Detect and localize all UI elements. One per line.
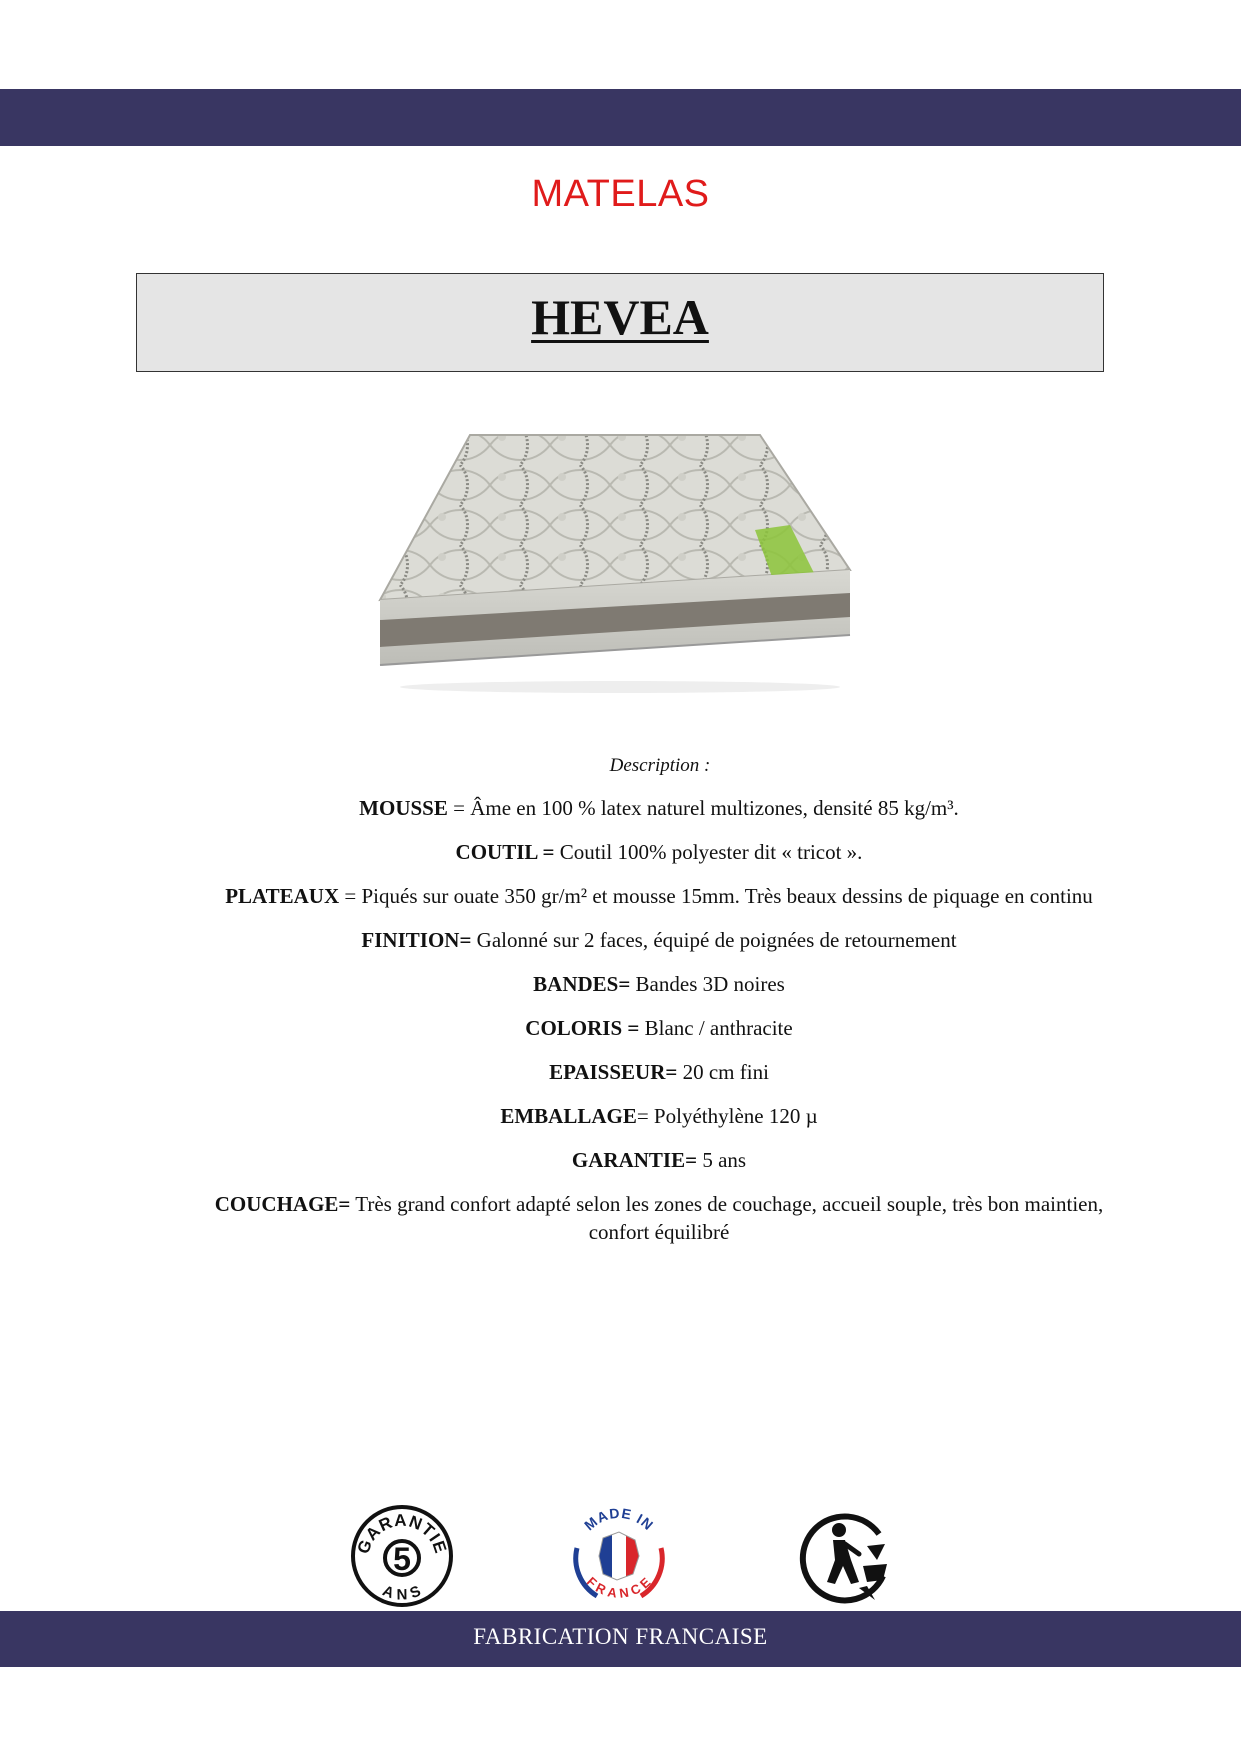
spec-finition [200, 927, 1118, 955]
spec-plateaux [200, 883, 1118, 911]
spec-value: Blanc / anthracite [639, 1016, 793, 1040]
spec-coloris [200, 1015, 1118, 1043]
spec-label: FINITION= [361, 928, 472, 952]
top-header-band [0, 89, 1241, 146]
spec-emballage [200, 1103, 1118, 1131]
spec-label: EPAISSEUR= [549, 1060, 678, 1084]
spec-value: = Âme en 100 % latex naturel multizones, densité 85 kg/m³. [447, 796, 959, 820]
warranty-number: 5 [393, 1541, 411, 1577]
spec-value: = Piqués sur ouate 350 gr/m² et mousse 15mm. Très beaux dessins de piquage en continu [339, 884, 1093, 908]
spec-value: 20 cm fini [677, 1060, 769, 1084]
spec-bandes [200, 971, 1118, 999]
mattress-product-image [370, 425, 860, 715]
footer-text: FABRICATION FRANCAISE [473, 1624, 768, 1649]
spec-value: = Polyéthylène 120 µ [636, 1104, 818, 1128]
footer-band [0, 1611, 1241, 1667]
warranty-top-text: GARANTIE [353, 1510, 451, 1557]
warranty-bottom-text: ANS [379, 1582, 425, 1604]
spec-label: EMBALLAGE [500, 1104, 637, 1128]
spec-label: BANDES= [533, 972, 631, 996]
spec-coutil [200, 839, 1118, 867]
spec-label: COLORIS = [525, 1016, 640, 1040]
spec-label: PLATEAUX [225, 884, 340, 908]
made-in-france-icon [567, 1504, 671, 1608]
spec-value: 5 ans [697, 1148, 747, 1172]
spec-mousse [200, 795, 1118, 823]
product-category: MATELAS [531, 173, 710, 215]
spec-label: COUCHAGE= [214, 1192, 351, 1216]
specifications-list [200, 795, 1118, 1263]
spec-value: Bandes 3D noires [630, 972, 785, 996]
spec-epaisseur [200, 1059, 1118, 1087]
svg-text:MADE IN [581, 1505, 657, 1534]
description-heading: Description : [609, 755, 711, 776]
product-title-box [136, 273, 1104, 372]
spec-value: Galonné sur 2 faces, équipé de poignées de retournement [471, 928, 957, 952]
spec-couchage [200, 1191, 1118, 1247]
spec-value: Très grand confort adapté selon les zones de couchage, accueil souple, très bon maintien, confort équilibré [350, 1192, 1104, 1244]
spec-label: GARANTIE= [571, 1148, 698, 1172]
made-in-text: MADE IN [581, 1504, 657, 1534]
warranty-5-years-icon [350, 1504, 454, 1608]
spec-garantie [200, 1147, 1118, 1175]
spec-value: Coutil 100% polyester dit « tricot ». [554, 840, 863, 864]
triman-recycling-icon [797, 1504, 901, 1608]
product-title: HEVEA [531, 289, 709, 345]
spec-label: COUTIL = [455, 840, 555, 864]
france-text: FRANCE [583, 1573, 655, 1601]
spec-label: MOUSSE [359, 796, 448, 820]
